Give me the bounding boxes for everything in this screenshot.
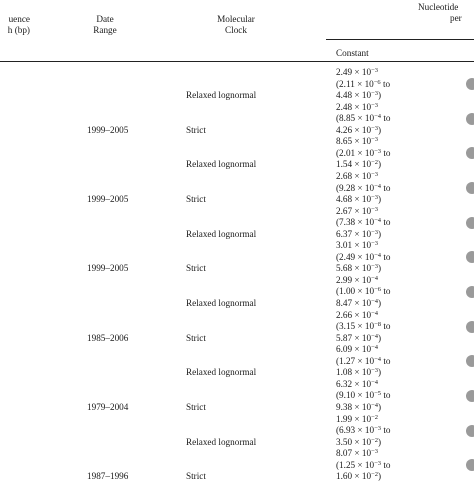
truncated-cell-marker [466, 390, 474, 402]
rate-mantissa: 5.68 × 10 [336, 263, 372, 274]
rate-mantissa: 5.87 × 10 [336, 332, 372, 343]
rate-suffix: ) [377, 298, 382, 308]
rate-mantissa: 1.60 × 10 [336, 471, 372, 482]
rate-exponent: −4 [371, 344, 378, 352]
rate-mantissa: (2.49 × 10 [336, 251, 375, 262]
rate-mantissa: 2.48 × 10 [336, 101, 372, 112]
rate-mantissa: 4.68 × 10 [336, 194, 372, 205]
rate-exponent: −3 [371, 240, 378, 248]
rate-suffix: ) [377, 228, 382, 239]
rate-exponent: −6 [373, 78, 381, 86]
rate-exponent: −3 [371, 101, 378, 109]
rate-mantissa: (9.28 × 10 [336, 182, 375, 193]
rate-mantissa: (1.25 × 10 [336, 459, 375, 470]
molecular-clock-cell: Relaxed lognormal [186, 298, 257, 308]
constant-rate-cell [336, 90, 381, 101]
rate-mantissa: (3.15 × 10 [336, 321, 375, 332]
rate-mantissa: (2.01 × 10 [336, 147, 375, 158]
rate-mantissa: 1.08 × 10 [336, 367, 372, 378]
col-molecular-clock-header [196, 14, 276, 36]
rate-exponent: −3 [371, 448, 378, 456]
date-range-cell: 1987–1996 [87, 471, 129, 482]
constant-rate-cell [336, 402, 381, 413]
rate-exponent: −3 [371, 136, 378, 144]
rate-exponent: −4 [374, 217, 382, 225]
constant-rate-cell [336, 125, 381, 136]
constant-rate-cell [336, 113, 390, 124]
rate-mantissa: 4.48 × 10 [336, 90, 372, 101]
constant-rate-cell [336, 379, 378, 390]
rate-exponent: −4 [371, 298, 378, 305]
constant-rate-cell [336, 333, 381, 344]
constant-rate-cell [336, 148, 390, 159]
molecular-clock-cell: Strict [186, 471, 206, 482]
rate-exponent: −4 [371, 378, 378, 386]
rate-exponent: −3 [371, 228, 378, 236]
col-date-range-header [80, 14, 130, 36]
rate-mantissa: 2.67 × 10 [336, 205, 372, 216]
header-bottom-rule [0, 61, 474, 62]
rate-suffix: ) [377, 124, 382, 135]
date-range-cell: 1979–2004 [87, 401, 129, 412]
constant-rate-cell [336, 275, 378, 286]
date-range-cell: 1999–2005 [87, 263, 129, 274]
rate-exponent: −8 [374, 321, 382, 329]
constant-rate-cell [336, 229, 381, 240]
molecular-clock-cell: Relaxed lognormal [186, 90, 257, 101]
rate-suffix: ) [377, 471, 382, 482]
molecular-clock-cell: Relaxed lognormal [186, 159, 257, 170]
rate-suffix: to [381, 113, 391, 124]
constant-rate-cell [336, 298, 381, 309]
rate-exponent: −3 [371, 90, 378, 98]
rate-suffix: to [381, 147, 391, 158]
rate-exponent: −4 [371, 332, 378, 340]
rate-exponent: −5 [374, 390, 382, 398]
constant-rate-cell [336, 425, 390, 436]
col-date-range-line1: Date [96, 14, 114, 24]
molecular-clock-cell: Strict [186, 194, 206, 205]
constant-rate-cell [336, 390, 390, 401]
col-seq-length-line2: h (bp) [7, 25, 30, 35]
rate-suffix: ) [377, 159, 382, 170]
rate-exponent: −2 [371, 471, 378, 479]
constant-rate-cell [336, 367, 381, 378]
rate-exponent: −2 [371, 159, 378, 167]
constant-rate-cell [336, 240, 378, 251]
constant-rate-cell [336, 437, 381, 448]
col-constant-header: Constant [336, 48, 369, 58]
constant-rate-cell [336, 67, 378, 78]
molecular-clock-cell: Relaxed lognormal [186, 228, 257, 239]
rate-mantissa: 8.07 × 10 [336, 448, 372, 459]
rate-mantissa: (1.00 × 10 [336, 286, 375, 297]
rate-mantissa: 3.01 × 10 [336, 240, 372, 251]
rate-mantissa: (6.93 × 10 [336, 425, 375, 436]
constant-rate-cell [336, 102, 378, 113]
truncated-cell-marker [466, 425, 474, 437]
rate-suffix: to [381, 459, 391, 470]
molecular-clock-cell: Strict [186, 401, 206, 412]
rate-suffix: to [381, 321, 391, 332]
constant-rate-cell [336, 310, 378, 321]
rate-mantissa: 8.65 × 10 [336, 136, 372, 147]
col-molecular-clock-line2: Clock [225, 25, 247, 35]
rate-mantissa: 3.50 × 10 [336, 436, 372, 447]
rate-mantissa: 2.49 × 10 [336, 67, 372, 77]
rate-exponent: −4 [371, 274, 378, 282]
constant-rate-cell [336, 217, 390, 228]
rate-mantissa: (8.85 × 10 [336, 113, 375, 124]
rate-suffix: ) [377, 194, 382, 205]
constant-rate-cell [336, 321, 390, 332]
rate-mantissa: (9.10 × 10 [336, 390, 375, 401]
rate-exponent: −3 [371, 367, 378, 375]
col-seq-length-line1: uence [8, 14, 30, 24]
rate-exponent: −3 [371, 170, 378, 178]
rate-mantissa: 6.09 × 10 [336, 344, 372, 355]
constant-rate-cell [336, 286, 390, 297]
truncated-cell-marker [466, 251, 474, 263]
rate-mantissa: 1.99 × 10 [336, 413, 372, 424]
rate-mantissa: (1.27 × 10 [336, 355, 375, 366]
rate-suffix: to [381, 425, 391, 436]
rate-exponent: −3 [371, 263, 378, 271]
truncated-cell-marker [466, 182, 474, 194]
rate-exponent: −3 [371, 205, 378, 213]
molecular-clock-cell: Strict [186, 263, 206, 274]
truncated-cell-marker [466, 286, 474, 298]
col-nucleotide-line1: Nucleotide [418, 2, 459, 12]
rate-mantissa: 2.68 × 10 [336, 170, 372, 181]
truncated-cell-marker [466, 78, 474, 90]
subheader-rule [326, 39, 474, 40]
constant-rate-cell [336, 171, 378, 182]
rate-suffix: to [381, 286, 391, 297]
col-molecular-clock-line1: Molecular [217, 14, 255, 24]
molecular-clock-cell: Relaxed lognormal [186, 367, 257, 378]
constant-rate-cell [336, 263, 381, 274]
rate-mantissa: 8.47 × 10 [336, 298, 372, 308]
rate-suffix: to [381, 251, 391, 262]
rate-mantissa: 6.37 × 10 [336, 228, 372, 239]
rate-mantissa: 1.54 × 10 [336, 159, 372, 170]
rate-mantissa: 9.38 × 10 [336, 401, 372, 412]
constant-rate-cell [336, 136, 378, 147]
constant-rate-cell [336, 252, 390, 263]
rate-exponent: −3 [371, 67, 378, 74]
constant-rate-cell [336, 206, 378, 217]
rate-exponent: −3 [371, 124, 378, 132]
col-nucleotide-line2: per [450, 13, 462, 23]
rate-suffix: ) [377, 436, 382, 447]
date-range-cell: 1999–2005 [87, 124, 129, 135]
rate-exponent: −4 [374, 355, 382, 363]
rate-exponent: −4 [374, 113, 382, 121]
rate-exponent: −4 [374, 251, 382, 259]
rate-mantissa: 2.66 × 10 [336, 309, 372, 320]
truncated-cell-marker [466, 147, 474, 159]
rate-exponent: −4 [371, 401, 378, 409]
rate-suffix: ) [377, 367, 382, 378]
constant-rate-cell [336, 183, 390, 194]
molecular-clock-cell: Strict [186, 124, 206, 135]
col-date-range-line2: Range [93, 25, 117, 35]
rate-suffix: ) [377, 332, 382, 343]
truncated-cell-marker [466, 113, 474, 125]
rate-exponent: −4 [374, 182, 382, 190]
constant-rate-cell [336, 460, 390, 471]
rate-mantissa: 2.99 × 10 [336, 274, 372, 285]
truncated-cell-marker [466, 355, 474, 367]
rate-exponent: −3 [374, 147, 382, 155]
truncated-cell-marker [466, 321, 474, 333]
rate-suffix: ) [377, 90, 382, 101]
col-nucleotide-header [418, 2, 474, 24]
rate-mantissa: 6.32 × 10 [336, 378, 372, 389]
rate-suffix: to [381, 355, 391, 366]
constant-rate-cell [336, 448, 378, 459]
rate-suffix: to [380, 78, 391, 89]
rate-exponent: −6 [374, 286, 382, 294]
date-range-cell: 1985–2006 [87, 332, 129, 343]
rate-mantissa: 4.26 × 10 [336, 124, 372, 135]
constant-rate-cell [336, 194, 381, 205]
molecular-clock-cell: Relaxed lognormal [186, 436, 257, 447]
molecular-clock-cell: Strict [186, 332, 206, 343]
constant-rate-cell [336, 414, 378, 425]
rate-suffix: to [381, 217, 391, 228]
rate-exponent: −4 [371, 309, 378, 317]
constant-rate-cell [336, 471, 381, 482]
constant-rate-cell [336, 344, 378, 355]
rate-mantissa: (2.11 × 10 [336, 78, 374, 89]
date-range-cell: 1999–2005 [87, 194, 129, 205]
rate-exponent: −3 [374, 425, 382, 433]
rate-exponent: −3 [374, 459, 382, 467]
rate-suffix: to [381, 182, 391, 193]
truncated-cell-marker [466, 459, 474, 471]
constant-rate-cell [336, 159, 381, 170]
rate-exponent: −3 [371, 194, 378, 202]
rate-suffix: ) [377, 401, 382, 412]
col-seq-length-header [0, 14, 30, 36]
rate-suffix: to [381, 390, 391, 401]
rate-mantissa: (7.38 × 10 [336, 217, 375, 228]
rate-exponent: −2 [371, 436, 378, 444]
rate-exponent: −2 [371, 413, 378, 421]
constant-rate-cell [336, 79, 390, 90]
truncated-cell-marker [466, 217, 474, 229]
constant-rate-cell [336, 356, 390, 367]
rate-suffix: ) [377, 263, 382, 274]
